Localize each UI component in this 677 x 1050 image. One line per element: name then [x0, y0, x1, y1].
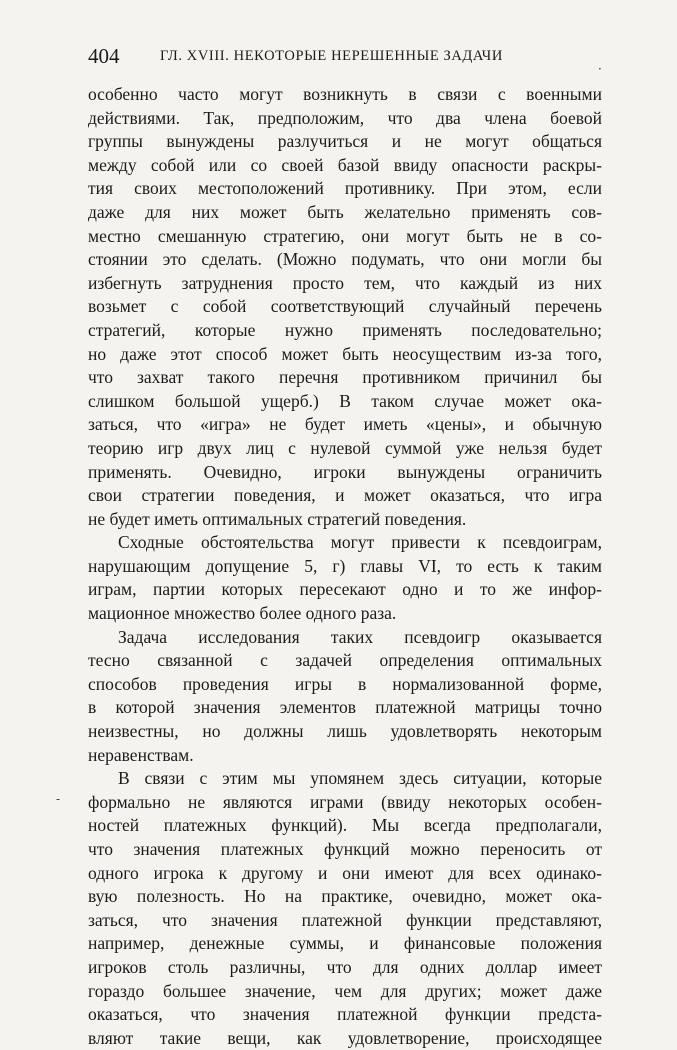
page-header — [88, 44, 608, 70]
text-line: но даже этот способ может быть неосуществим из-за того, — [88, 343, 602, 364]
text-line: вую полезность. Но на практике, очевидно, может ока- — [88, 886, 602, 907]
text-line: мационное множество более одного раза. — [88, 603, 397, 624]
text-line: даже для них может быть желательно применять сов- — [88, 201, 602, 222]
text-line: теорию игр двух лиц с нулевой суммой уже нельзя будет — [88, 437, 602, 458]
text-line: неравенствам. — [88, 744, 194, 765]
text-line: действиями. Так, предположим, что два члена боевой — [88, 107, 602, 128]
text-line: заться, что значения платежной функции представляют, — [88, 909, 602, 930]
text-line: играм, партии которых пересекают одно и то же инфор- — [88, 579, 602, 600]
text-line: свои стратегии поведения, и может оказаться, что игра — [88, 485, 602, 506]
text-line: между собой или со своей базой ввиду опасности раскры- — [88, 154, 602, 175]
text-line: избегнуть затруднения просто тем, что каждый из них — [88, 272, 602, 293]
text-line: в которой значения элементов платежной матрицы точно — [88, 697, 602, 718]
paragraph-start: Сходные обстоятельства могут привести к псевдоиграм, — [118, 532, 602, 553]
text-line: стратегий, которые нужно применять последовательно; — [88, 319, 602, 340]
text-line: возьмет с собой соответствующий случайный перечень — [88, 296, 602, 317]
margin-dash: - — [56, 792, 61, 806]
running-head: ГЛ. XVIII. НЕКОТОРЫЕ НЕРЕШЕННЫЕ ЗАДАЧИ — [160, 48, 503, 64]
text-line: способов проведения игры в нормализованной форме, — [88, 673, 602, 694]
text-line: местно смешанную стратегию, они могут быть не в со- — [88, 225, 602, 246]
text-line: что захват такого перечня противником причинил бы — [88, 367, 602, 388]
text-line: тия своих местоположений противнику. При этом, если — [88, 178, 602, 199]
text-line: неизвестны, но должны лишь удовлетворять некоторым — [88, 721, 602, 742]
text-line: например, денежные суммы, и финансовые положения — [88, 933, 602, 954]
body-text — [88, 83, 602, 1050]
text-line: стоянии это сделать. (Можно подумать, что они могли бы — [88, 249, 602, 270]
text-line: одного игрока к другому и они имеют для всех одинако- — [88, 862, 602, 883]
text-line: применять. Очевидно, игроки вынуждены ограничить — [88, 461, 602, 482]
paragraph-start: В связи с этим мы упомянем здесь ситуации, которые — [118, 768, 602, 789]
text-line: вляют такие вещи, как удовлетворение, происходящее — [88, 1027, 602, 1048]
text-line: оказаться, что значения платежной функции предста- — [88, 1004, 602, 1025]
text-line: игроков столь различны, что для одних доллар имеет — [88, 956, 602, 977]
text-line: слишком большой ущерб.) В таком случае может ока- — [88, 390, 602, 411]
text-line: формально не являются играми (ввиду некоторых особен- — [88, 791, 602, 812]
text-line: не будет иметь оптимальных стратегий поведения. — [88, 508, 467, 529]
text-line: гораздо большее значение, чем для других; может даже — [88, 980, 602, 1001]
text-line: ностей платежных функций). Мы всегда предполагали, — [88, 815, 602, 836]
page-number: 404 — [88, 44, 120, 68]
text-line: группы вынуждены разлучиться и не могут общаться — [88, 131, 602, 152]
paragraph-start: Задача исследования таких псевдоигр оказывается — [118, 626, 602, 647]
margin-speck: · — [598, 62, 602, 76]
text-line: заться, что «игра» не будет иметь «цены», и обычную — [88, 414, 602, 435]
text-line: особенно часто могут возникнуть в связи с военными — [88, 84, 602, 104]
text-line: тесно связанной с задачей определения оптимальных — [88, 650, 602, 671]
text-line: что значения платежных функций можно переносить от — [88, 839, 602, 859]
text-line: нарушающим допущение 5, г) главы VI, то есть к таким — [88, 555, 602, 576]
